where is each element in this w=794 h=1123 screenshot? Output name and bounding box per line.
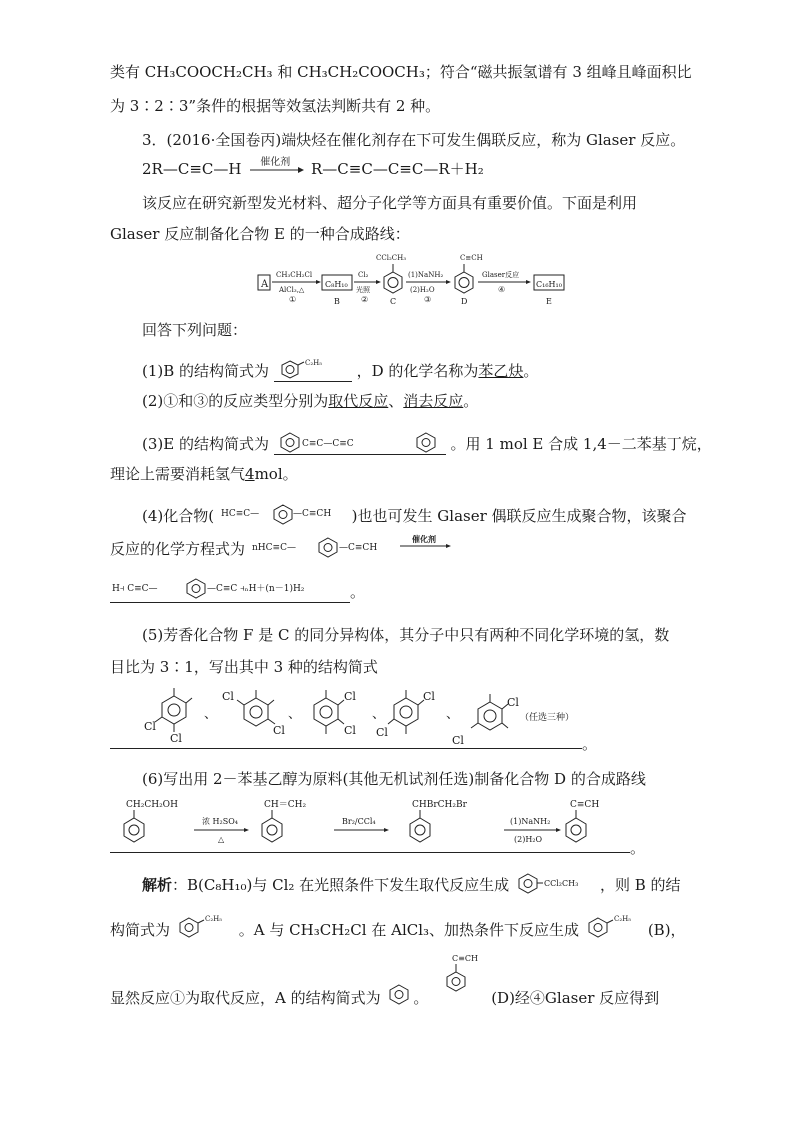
isomer-sep-4: 、 xyxy=(446,707,460,722)
sub-q4-line-2 xyxy=(110,534,450,559)
analysis-line-3 xyxy=(110,988,659,1008)
analysis-structure-1 xyxy=(514,875,600,895)
isomer-4-cl-b: Cl xyxy=(376,726,388,739)
analysis-line-2 xyxy=(110,915,686,940)
isomer-1-cl-a: Cl xyxy=(144,720,156,733)
sub-q4-line-3 xyxy=(110,582,365,603)
isomer-3-cl-b: Cl xyxy=(344,724,356,737)
isomer-4-cl-a: Cl xyxy=(423,690,435,703)
q3-eq-right: R—C≡C—C≡C—R＋H₂ xyxy=(311,160,484,178)
sub-q4-left: HC≡C— xyxy=(220,509,260,519)
isomer-5-cl-b: Cl xyxy=(452,734,464,747)
route-r1-top: CH₃CH₂Cl xyxy=(276,271,313,279)
sub-q5-end: 。 xyxy=(582,735,598,753)
sub-q4-equation-reactant xyxy=(250,534,450,559)
analysis-l3c: (D)经④Glaser 反应得到 xyxy=(491,989,660,1007)
analysis-l1b: ，则 B 的结 xyxy=(599,876,681,894)
sub-q4-end: 。 xyxy=(350,583,366,601)
analysis-l2a: 构简式为 xyxy=(110,921,171,939)
sub-q3-text-b: 。用 1 mol E 合成 1,4－二苯基丁烷， xyxy=(450,435,712,453)
sub-q2-text-c: 。 xyxy=(463,392,479,410)
isomer-5-cl-a: Cl xyxy=(507,696,519,709)
sub-q3-answer-hydrogen: 4 xyxy=(245,465,255,483)
sub-q4-catalyst: 催化剂 xyxy=(411,534,436,544)
sub-q4-product-right: —C≡C ⫞ₙH＋(n－1)H₂ xyxy=(207,584,305,594)
route-r1-bottom: AlCl₃,△ xyxy=(279,286,305,294)
synthesis-route-diagram xyxy=(258,246,598,318)
q3-para-2: Glaser 反应制备化合物 E 的一种合成路线： xyxy=(110,225,410,243)
sub-q2 xyxy=(142,391,478,411)
route-step-3: ③ xyxy=(424,295,432,304)
q6-compound-2 xyxy=(262,800,306,842)
sub-q3 xyxy=(142,434,712,455)
box-a-label: A xyxy=(261,279,269,290)
analysis-structure-3 xyxy=(584,915,648,940)
route-step-1: ① xyxy=(289,295,297,304)
q6-r1-bottom: △ xyxy=(218,835,225,844)
q3-eq-catalyst: 催化剂 xyxy=(260,157,291,168)
sub-q4-eq-left: nHC≡C— xyxy=(251,543,296,553)
sub-q2-answer-2: 消去反应 xyxy=(403,392,464,410)
label-b: B xyxy=(334,297,340,306)
q6-m2: CH＝CH₂ xyxy=(264,800,307,810)
q6-r1-top: 浓 H₂SO₄ xyxy=(202,817,238,826)
q3-heading: 3．(2016·全国卷丙)端炔烃在催化剂存在下可发生偶联反应，称为 Glaser 反应。 xyxy=(142,131,686,149)
intro-line-2: 为 3∶2∶3”条件的根据等效氢法判断共有 2 种。 xyxy=(110,97,441,115)
q6-m4: C≡CH xyxy=(570,800,600,810)
q6-compound-3 xyxy=(410,800,468,842)
sub-q5-line-1: (5)芳香化合物 F 是 C 的同分异构体，其分子中只有两种不同化学环境的氢，数 xyxy=(142,626,670,644)
compound-d-substituent: C≡CH xyxy=(460,254,483,262)
isomer-3-cl-a: Cl xyxy=(344,690,356,703)
sub-q1-text-c: 。 xyxy=(523,362,539,380)
box-e-formula: C₁₆H₁₀ xyxy=(536,280,562,289)
sub-q1-answer-name: 苯乙炔 xyxy=(478,362,524,380)
sub-q1 xyxy=(142,361,538,382)
sub-q4-product-left: H⫞ C≡C— xyxy=(112,584,158,594)
sub-q1-text-b: ，D 的化学名称为 xyxy=(356,362,479,380)
sub-q4-equation-product xyxy=(110,582,350,603)
q6-r3-bottom: (2)H₂O xyxy=(514,835,543,844)
q3-equation xyxy=(142,159,484,179)
isomer-1 xyxy=(144,688,192,745)
sub-q1-answer-structure xyxy=(274,361,352,382)
analysis-structure-2 xyxy=(175,915,239,940)
sub-q4-text-a: (4)化合物( xyxy=(142,507,215,525)
sub-q3-line-2 xyxy=(110,464,298,484)
label-c: C xyxy=(390,297,397,306)
q6-compound-1 xyxy=(124,800,178,842)
sub-q2-sep: 、 xyxy=(388,392,404,410)
isomer-3 xyxy=(314,690,356,737)
analysis-l3b: 。 xyxy=(413,989,429,1007)
compound-c-ring xyxy=(384,264,402,293)
label-e: E xyxy=(546,297,552,306)
isomer-sep-3: 、 xyxy=(372,707,386,722)
sub-q3-text-c: 理论上需要消耗氢气 xyxy=(110,465,246,483)
sub-q4-text-c: 反应的化学方程式为 xyxy=(110,540,246,558)
analysis-l2b: 。A 与 CH₃CH₂Cl 在 AlCl₃、加热条件下反应生成 xyxy=(238,921,580,939)
intro-line-1: 类有 CH₃COOCH₂CH₃ 和 CH₃CH₂COOCH₃；符合“磁共振氢谱有 3 组峰且峰面积比 xyxy=(110,63,692,81)
compound-d-ring xyxy=(455,264,473,293)
route-r3-top: (1)NaNH₂ xyxy=(408,271,444,279)
isomer-1-cl-b: Cl xyxy=(170,732,182,745)
route-r2-top: Cl₂ xyxy=(358,271,369,279)
route-step-4: ④ xyxy=(498,285,506,294)
label-d: D xyxy=(461,297,468,306)
sub-q3-text-a: (3)E 的结构简式为 xyxy=(142,435,269,453)
sub-q2-answer-1: 取代反应 xyxy=(328,392,389,410)
answer-prompt: 回答下列问题： xyxy=(142,321,248,339)
q6-compound-4 xyxy=(566,800,599,842)
analysis-l3-sub: C≡CH xyxy=(452,954,478,963)
route-step-2: ② xyxy=(361,295,369,304)
sub-q4-eq-right: —C≡CH xyxy=(338,543,377,553)
isomer-2-cl-a: Cl xyxy=(222,690,234,703)
analysis-l1-sub: CCl₂CH₃ xyxy=(543,879,579,888)
q6-m1: CH₂CH₂OH xyxy=(126,800,178,810)
isomer-note: （任选三种） xyxy=(520,713,575,723)
sub-q3-text-d: mol。 xyxy=(254,465,298,483)
isomer-2-cl-b: Cl xyxy=(273,724,285,737)
isomer-sep-1: 、 xyxy=(204,707,218,722)
q6-m3: CHBrCH₂Br xyxy=(412,800,467,810)
analysis-structure-a xyxy=(385,988,413,1008)
sub-q4-compound xyxy=(219,506,347,526)
sub-q6-line-1: (6)写出用 2－苯基乙醇为原料(其他无机试剂任选)制备化合物 D 的合成路线 xyxy=(142,770,646,788)
route-r4-top: Glaser反应 xyxy=(482,271,520,279)
analysis-l2-sub2: C₂H₅ xyxy=(613,915,631,923)
compound-c-substituent: CCl₂CH₃ xyxy=(376,254,407,262)
sub-q2-text-a: (2)①和③的反应类型分别为 xyxy=(142,392,329,410)
box-b-formula: C₈H₁₀ xyxy=(325,280,348,289)
analysis-line-1 xyxy=(142,875,681,895)
isomer-2 xyxy=(222,690,285,737)
isomer-sep-2: 、 xyxy=(288,707,302,722)
sub-q6-answer-line xyxy=(110,852,630,853)
route-r3-bottom: (2)H₂O xyxy=(410,286,435,294)
sub-q1-substituent: C₂H₅ xyxy=(304,359,322,367)
q3-eq-arrow xyxy=(246,159,306,179)
sub-q5-isomers xyxy=(110,684,590,756)
sub-q4 xyxy=(142,506,687,526)
sub-q6-end: 。 xyxy=(630,839,646,857)
sub-q5-answer-line xyxy=(110,748,582,749)
analysis-label: 解析 xyxy=(142,876,173,894)
isomer-5 xyxy=(452,694,519,747)
sub-q3-chain: C≡C—C≡C xyxy=(301,439,354,449)
sub-q4-text-b: )也也可发生 Glaser 偶联反应生成聚合物，该聚合 xyxy=(351,507,687,525)
analysis-l1a: ：B(C₈H₁₀)与 Cl₂ 在光照条件下发生取代反应生成 xyxy=(172,876,510,894)
q6-r2: Br₂/CCl₄ xyxy=(342,817,376,826)
sub-q4-right: —C≡CH xyxy=(292,509,332,519)
sub-q5-line-2: 目比为 3∶1，写出其中 3 种的结构简式 xyxy=(110,658,378,676)
sub-q3-answer-structure xyxy=(274,434,446,455)
analysis-l3a: 显然反应①为取代反应，A 的结构简式为 xyxy=(110,989,381,1007)
sub-q6-route xyxy=(110,794,630,852)
analysis-l2c: (B)， xyxy=(647,921,686,939)
route-r2-bottom: 光照 xyxy=(356,286,370,294)
q3-eq-left: 2R—C≡C—H xyxy=(142,160,242,178)
analysis-l2-sub: C₂H₅ xyxy=(204,915,222,923)
q3-para-1: 该反应在研究新型发光材料、超分子化学等方面具有重要价值。下面是利用 xyxy=(142,194,638,212)
sub-q1-text-a: (1)B 的结构简式为 xyxy=(142,362,270,380)
q6-r3-top: (1)NaNH₂ xyxy=(510,817,551,826)
